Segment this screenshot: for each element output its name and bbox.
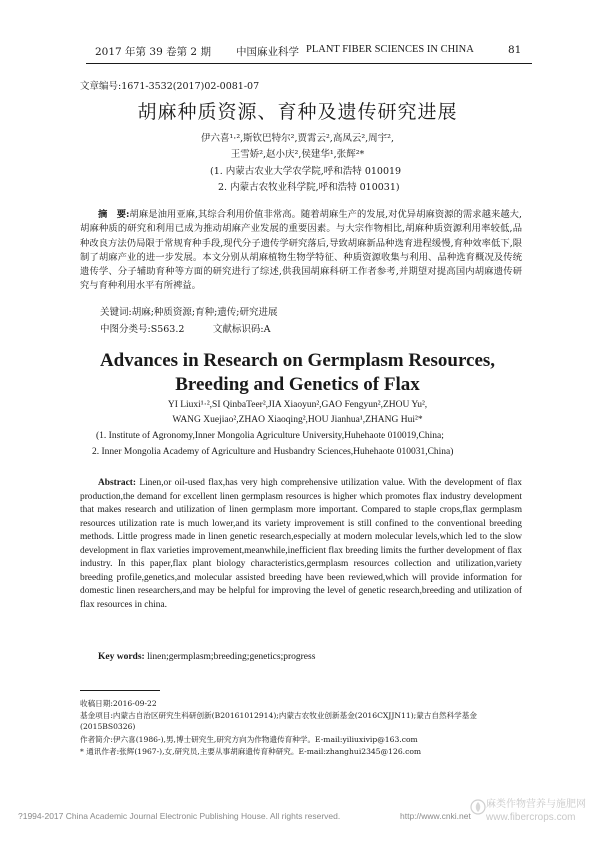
footnote-author: 作者简介:伊六喜(1986-),男,博士研究生,研究方向为作物遗传育种学。E-mail:yiliuxivip@163.com bbox=[80, 735, 418, 744]
keywords-en bbox=[98, 652, 315, 662]
affiliation-cn-1: (1. 内蒙古农业大学农学院,呼和浩特 010019 bbox=[210, 166, 402, 177]
watermark-line2: www.fibercrops.com bbox=[486, 812, 576, 823]
abstract-en bbox=[80, 477, 522, 612]
abstract-cn-label: 摘 要: bbox=[98, 209, 130, 220]
watermark-logo-icon bbox=[470, 799, 486, 815]
affiliation-en-1: (1. Institute of Agronomy,Inner Mongolia Agriculture University,Huhehaote 010019,China; bbox=[96, 431, 444, 441]
title-en-line1: Advances in Research on Germplasm Resources, bbox=[99, 350, 496, 371]
abstract-en-text: Linen,or oil-used flax,has very high comprehensive utilization value. With the development of flax production,the demand for excellent linen germplasm resources is higher which promotes flax industry development that makes research and utilization of linen germplasm more important. Compared to staple crops,flax germplasm resources utilization rate is much lower,and its variety improvement is still confined to the conventional breeding methods. Little progress made in linen genetic research,especially at modern molecular levels,which led to the slow development in flax varieties improvement,meanwhile,inefficient flax breeding limits the further development of flax industry. In this paper,flax plant biology characteristics,germplasm resources collection and utilization,variety breeding profile,genetics,and molecular assisted breeding have been reviewed,which will provide information for domestic linen researchers,and may be helpful for improving the level of genetic research,breeding and utilization of flax resources in china. bbox=[80, 478, 522, 610]
journal-issue: 2017 年第 39 卷第 2 期 bbox=[95, 46, 211, 58]
cnki-link[interactable]: http://www.cnki.net bbox=[400, 811, 471, 821]
keywords-cn: 关键词:胡麻;种质资源;育种;遗传;研究进展 bbox=[100, 307, 278, 318]
header-rule bbox=[86, 63, 532, 64]
page-number: 81 bbox=[508, 44, 522, 56]
watermark-line1: 麻类作物营养与施肥网 bbox=[486, 799, 586, 810]
footnote-funding: 基金项目:内蒙古自治区研究生科研创新(B20161012914);内蒙古农牧业创新基金(2016CXJJN11);蒙古自然科学基金 bbox=[80, 711, 477, 720]
affiliation-cn-2: 2. 内蒙古农牧业科学院,呼和浩特 010031) bbox=[218, 182, 400, 193]
title-en-line2: Breeding and Genetics of Flax bbox=[175, 374, 420, 395]
authors-en-line2: WANG Xuejiao²,ZHAO Xiaoqing²,HOU Jianhua¹,ZHANG Hui²* bbox=[172, 415, 423, 425]
article-number: 文章编号:1671-3532(2017)02-0081-07 bbox=[80, 81, 260, 92]
authors-cn-line1: 伊六喜¹·²,斯钦巴特尔²,贾霄云²,高凤云²,周宇², bbox=[201, 133, 394, 144]
abstract-en-label: Abstract: bbox=[98, 478, 137, 488]
authors-en-line1: YI Liuxi¹·²,SI QinbaTeer²,JIA Xiaoyun²,GAO Fengyun²,ZHOU Yu², bbox=[167, 400, 428, 410]
footnote-received: 收稿日期:2016-09-22 bbox=[80, 699, 157, 708]
classification-cn: 中图分类号:S563.2 文献标识码:A bbox=[100, 324, 271, 335]
footnote-rule bbox=[80, 690, 160, 691]
copyright-notice: ?1994-2017 China Academic Journal Electronic Publishing House. All rights reserved. bbox=[18, 811, 341, 821]
watermark-text bbox=[486, 798, 586, 824]
journal-name-en: PLANT FIBER SCIENCES IN CHINA bbox=[306, 44, 474, 55]
abstract-cn bbox=[80, 208, 522, 294]
keywords-en-label: Key words: bbox=[98, 652, 145, 662]
authors-cn-line2: 王雪娇²,赵小庆²,侯建华¹,张辉²* bbox=[230, 149, 365, 160]
footnote-funding-cont: (2015BS0326) bbox=[80, 722, 136, 731]
footnote-corresponding: * 通讯作者:张辉(1967-),女,研究员,主要从事胡麻遗传育种研究。E-mail:zhanghui2345@126.com bbox=[80, 747, 422, 756]
journal-name-cn: 中国麻业科学 bbox=[236, 46, 299, 58]
keywords-en-text: linen;germplasm;breeding;genetics;progress bbox=[147, 652, 316, 662]
affiliation-en-2: 2. Inner Mongolia Academy of Agriculture and Husbandry Sciences,Huhehaote 010031,China) bbox=[92, 447, 454, 457]
abstract-cn-text: 胡麻是油用亚麻,其综合利用价值非常高。随着胡麻生产的发展,对优异胡麻资源的需求越来越大,胡麻种质的研究和利用已成为推动胡麻产业发展的重要因素。与大宗作物相比,胡麻种质资源利用率较低,品种改良方法仍局限于常规育种手段,现代分子遗传学研究落后,导致胡麻新品种选育进程缓慢,育种效率低下,限制了胡麻产业的进一步发展。本文分别从胡麻植物生物学特征、种质资源收集与利用、品种选育概况及传统遗传学、分子辅助育种等方面的研究进行了综述,供我国胡麻科研工作者参考,并期望对提高国内胡麻遗传研究与育种利用水平有所裨益。 bbox=[80, 209, 522, 292]
title-cn: 胡麻种质资源、育种及遗传研究进展 bbox=[137, 101, 458, 123]
